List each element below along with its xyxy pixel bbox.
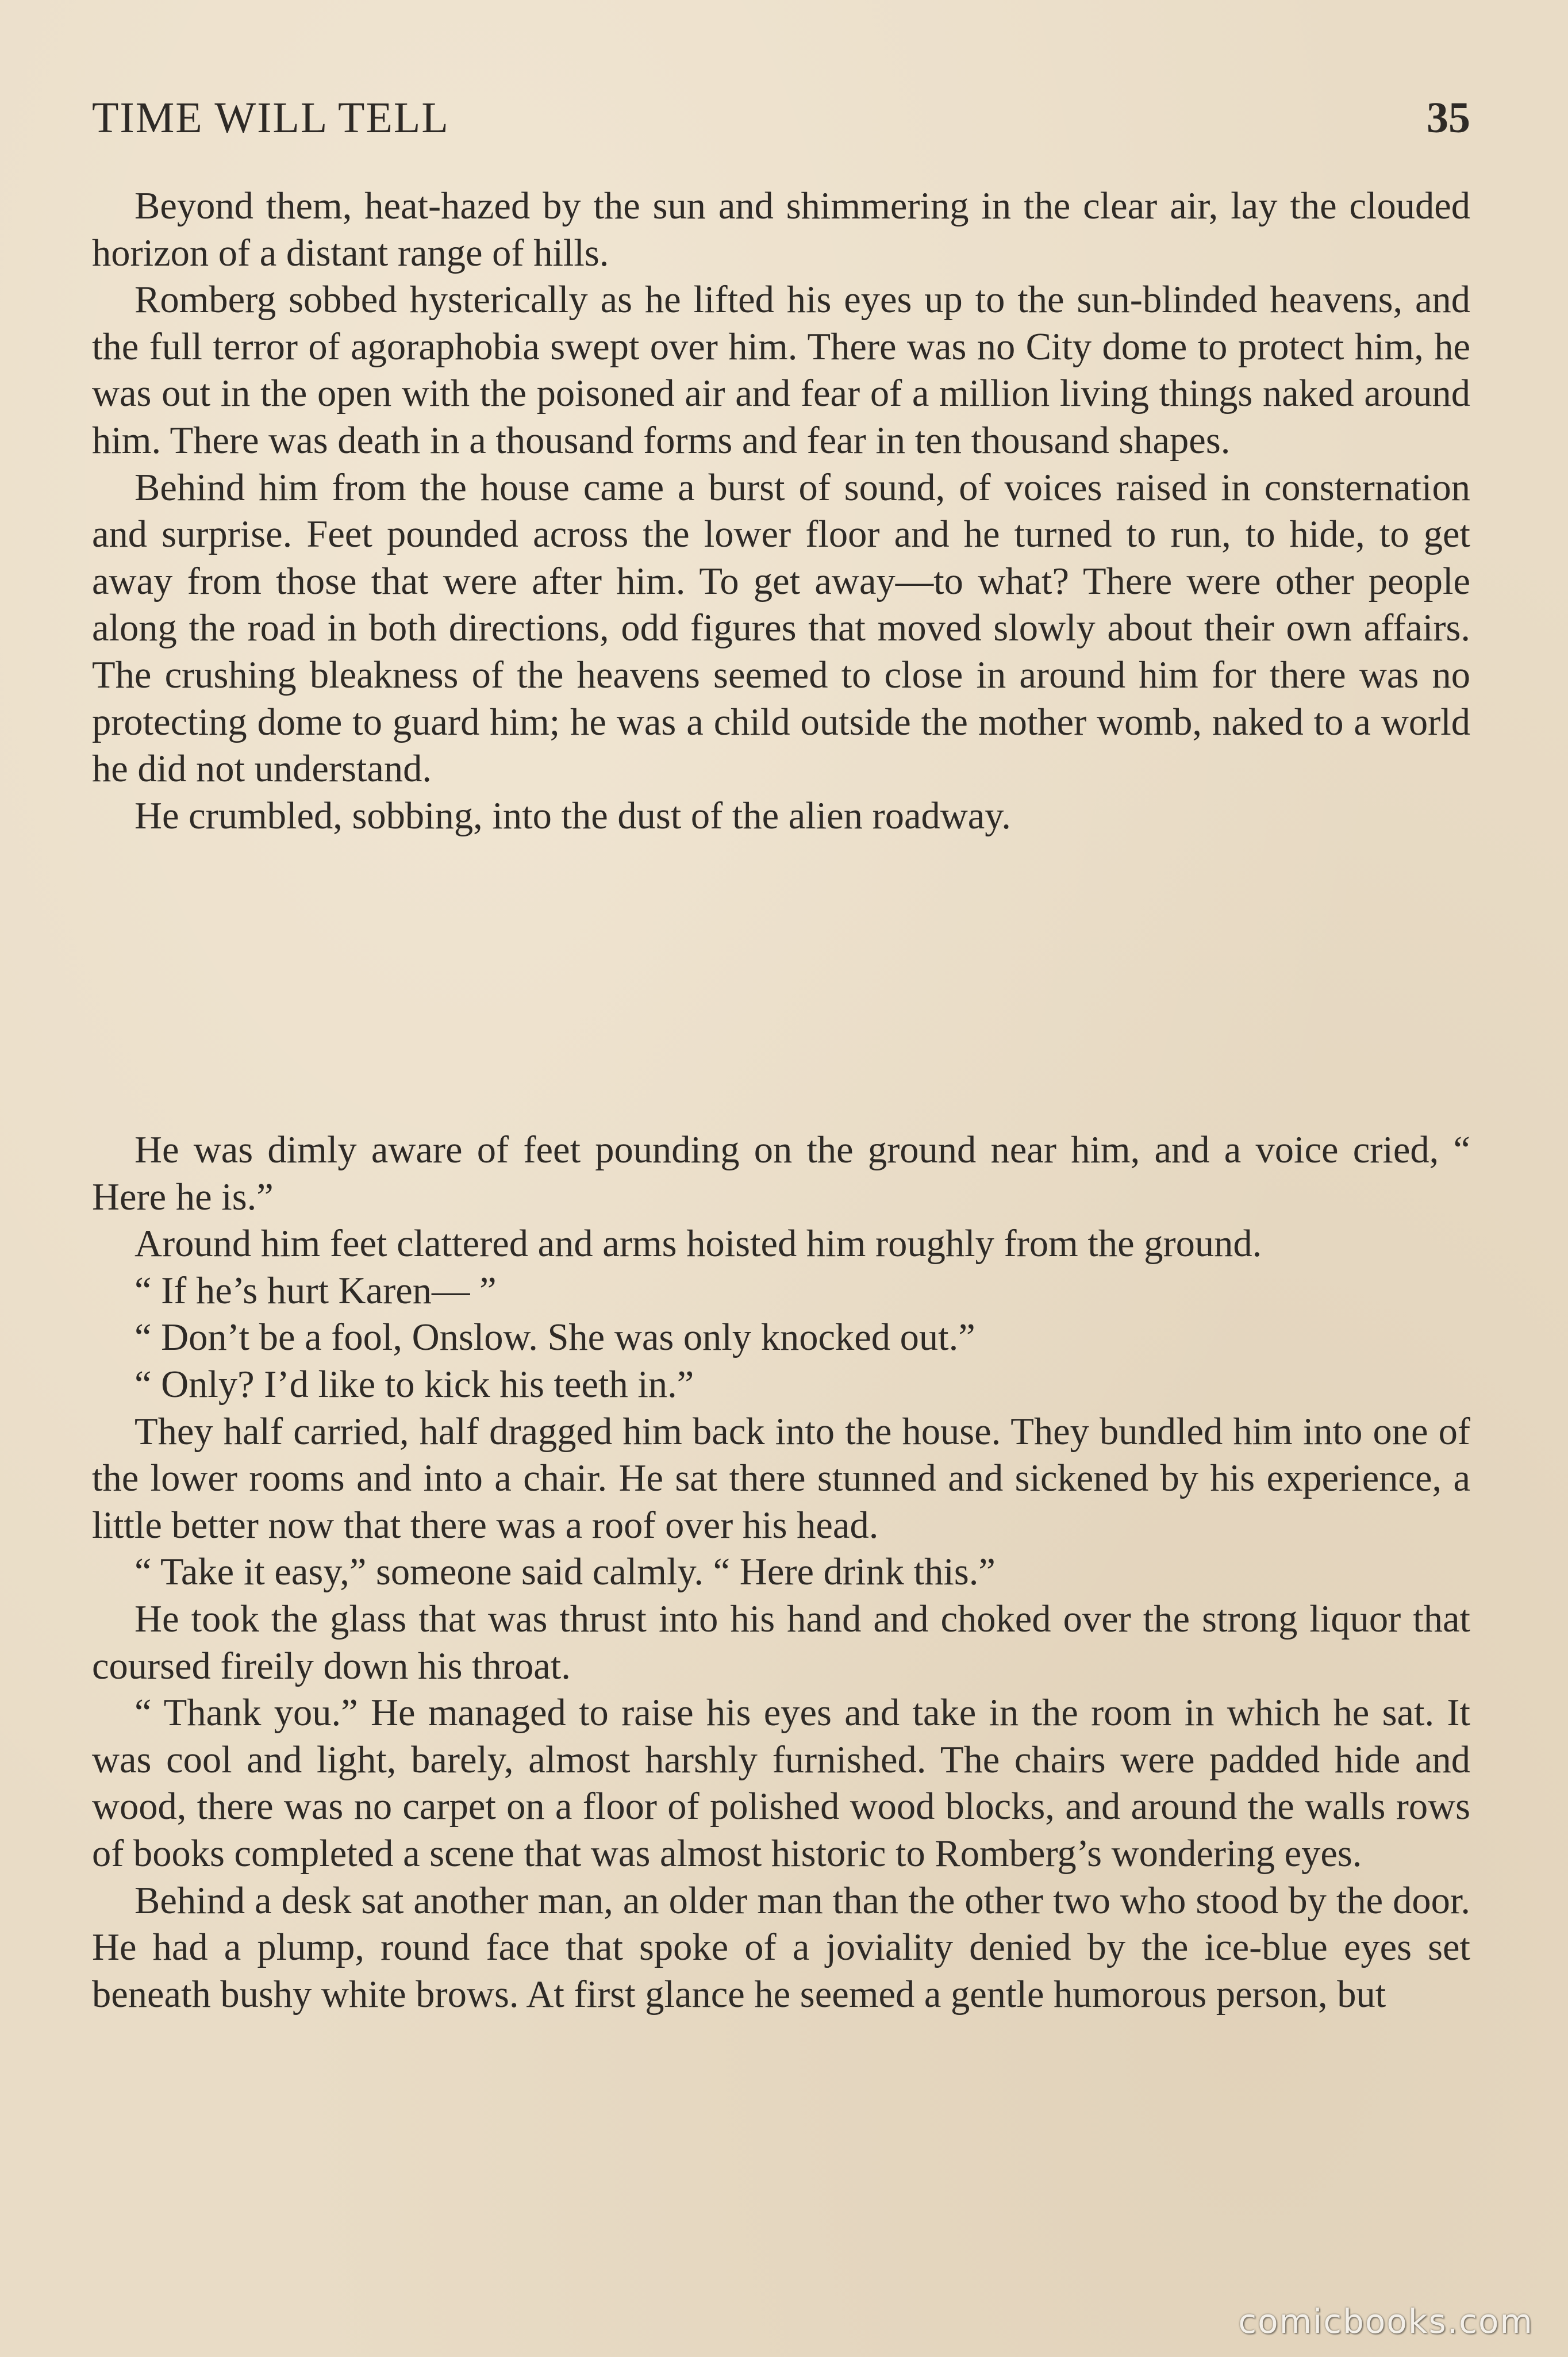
- dialogue-line: “ Only? I’d like to kick his teeth in.”: [134, 1363, 694, 1406]
- paragraph: Around him feet clattered and arms hoisted him roughly from the ground.: [134, 1223, 1262, 1265]
- paragraph: Behind a desk sat another man, an older man than the other two who stood by the door. He had a plump, round face that spoke of a joviality denied by the ice-blue eyes set beneath bushy white brows. At first glance he seemed a gentle humorous person, but: [92, 1879, 1470, 2016]
- text-block-1: [92, 183, 1470, 839]
- paragraph: He crumbled, sobbing, into the dust of the alien roadway.: [134, 794, 1011, 837]
- watermark: comicbooks.com: [1238, 2302, 1534, 2341]
- paragraph: He was dimly aware of feet pounding on the ground near him, and a voice cried, “ Here he is.”: [92, 1129, 1470, 1218]
- dialogue-line: “ Don’t be a fool, Onslow. She was only knocked out.”: [134, 1316, 975, 1359]
- running-head: TIME WILL TELL: [92, 94, 449, 142]
- paragraph: They half carried, half dragged him back into the house. They bundled him into one of the lower rooms and into a chair. He sat there stunned and sickened by his experience, a little better now that there was a roof over his head.: [92, 1410, 1470, 1546]
- paragraph: “ Thank you.” He managed to raise his eyes and take in the room in which he sat. It was cool and light, barely, almost harshly furnished. The chairs were padded hide and wood, there was no carpet on a floor of polished wood blocks, and around the walls rows of books completed a scene that was almost historic to Romberg’s wondering eyes.: [92, 1692, 1470, 1875]
- page-number: 35: [1427, 94, 1470, 142]
- page-header: [92, 86, 1470, 149]
- paragraph: Romberg sobbed hysterically as he lifted his eyes up to the sun-blinded heavens, and the full terror of agoraphobia swept over him. There was no City dome to protect him, he was out in the open with the poisoned air and fear of a million living things naked around him. There was death in a thousand forms and fear in ten thousand shapes.: [92, 279, 1470, 462]
- dialogue-line: “ Take it easy,” someone said calmly. “ Here drink this.”: [134, 1551, 996, 1594]
- dialogue-line: “ If he’s hurt Karen— ”: [134, 1269, 497, 1312]
- text-block-2: [92, 1127, 1470, 2018]
- paragraph: Behind him from the house came a burst of sound, of voices raised in consternation and surprise. Feet pounded across the lower floor and he turned to run, to hide, to get away from those that were after him. To get away—to what? There were other people along the road in both directions, odd figures that moved slowly about their own affairs. The crushing bleakness of the heavens seemed to close in around him for there was no protecting dome to guard him; he was a child outside the mother womb, naked to a world he did not understand.: [92, 466, 1470, 790]
- paragraph: He took the glass that was thrust into his hand and choked over the strong liquor that coursed fireily down his throat.: [92, 1598, 1470, 1687]
- paragraph: Beyond them, heat-hazed by the sun and shimmering in the clear air, lay the clouded horizon of a distant range of hills.: [92, 185, 1470, 274]
